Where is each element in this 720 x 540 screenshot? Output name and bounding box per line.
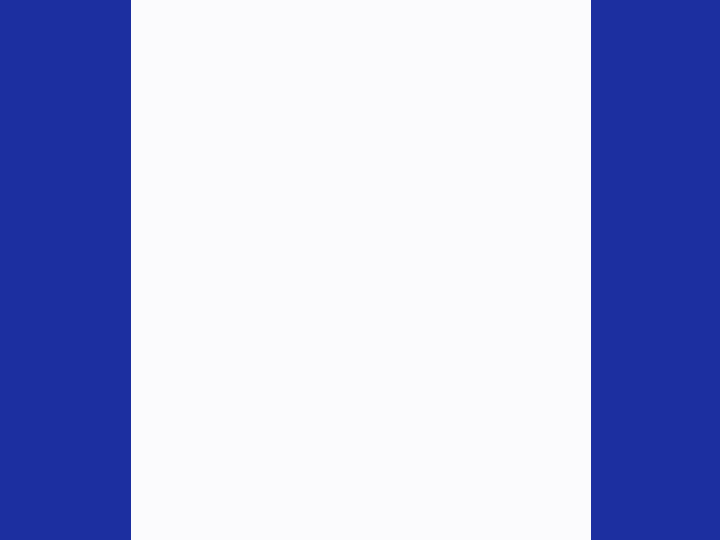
document-sheet: [131, 0, 591, 540]
